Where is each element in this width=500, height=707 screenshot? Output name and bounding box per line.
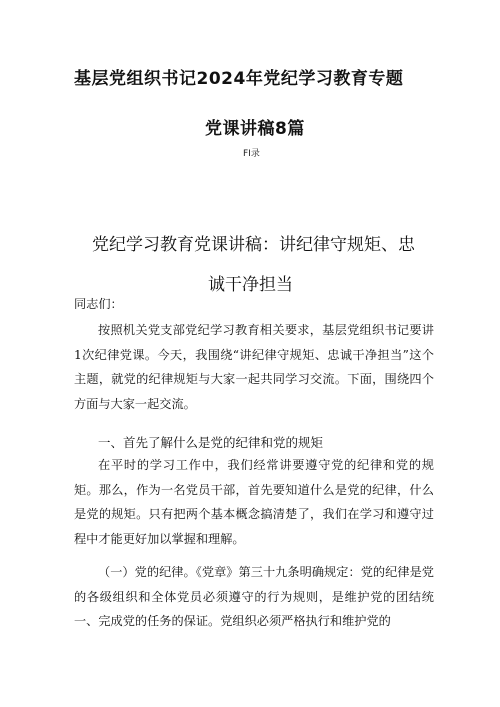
main-title-line-1: 基层党组织书记2024年党纪学习教育专题 [74, 69, 404, 89]
section-heading-1: 一、首先了解什么是党的纪律和党的规矩 [98, 435, 324, 450]
toc-label: FI录 [243, 149, 260, 159]
section-title-line-2: 诚干净担当 [208, 275, 293, 295]
paragraph-2: 在平时的学习工作中，我们经常讲要遵守党的纪律和党的规矩。那么，作为一名党员干部，首先要知道什么是党的纪律，什么是党的规矩。只有把两个基本概念搞清楚了，我们在学习和遵守过程中才能更好加以掌握和理解。 [74, 458, 434, 546]
salutation: 同志们： [74, 297, 123, 311]
main-title-line-2: 党课讲稿8篇 [205, 119, 305, 139]
paragraph-intro: 按照机关党支部党纪学习教育相关要求，基层党组织书记要讲1次纪律党课。今天，我围绕“讲纪律守规矩、忠诚干净担当”这个主题，就党的纪律规矩与大家一起共同学习交流。下面，围绕四个方面与大家一起交流。 [74, 323, 434, 411]
section-title-line-1: 党纪学习教育党课讲稿：讲纪律守规矩、忠 [92, 235, 415, 255]
paragraph-3: （一）党的纪律。《党章》第三十九条明确规定：党的纪律是党的各级组织和全体党员必须遵守的行为规则，是维护党的团结统一、完成党的任务的保证。党组织必须严格执行和维护党的 [74, 565, 434, 628]
